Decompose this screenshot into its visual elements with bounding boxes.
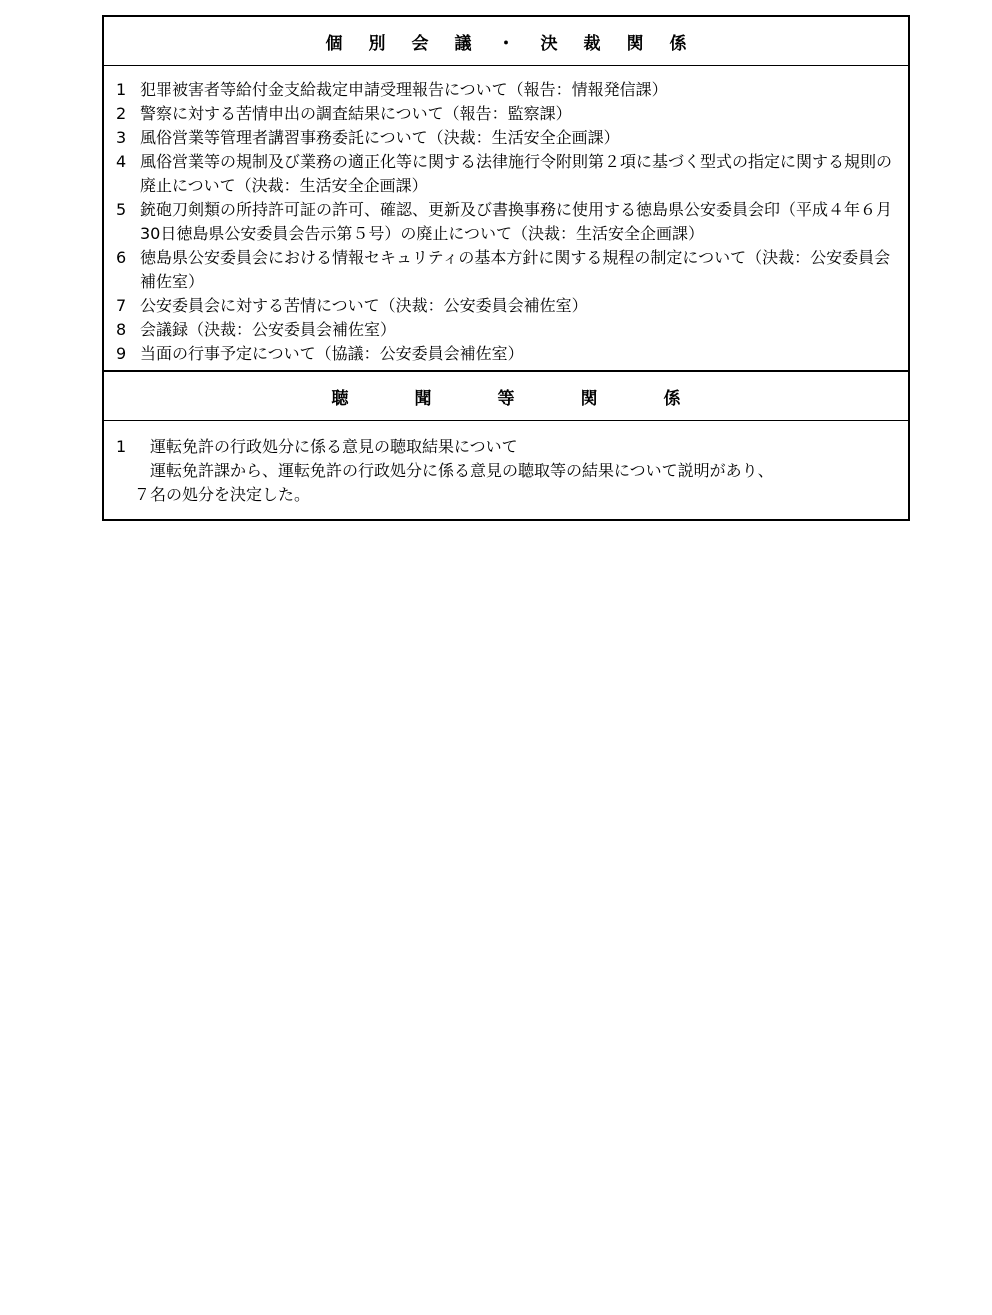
- section-body-hearings: [104, 421, 908, 519]
- item-number: 6: [116, 248, 127, 267]
- list-item: [116, 318, 900, 342]
- item-number: 1: [116, 437, 127, 456]
- header-char: 係: [669, 33, 687, 54]
- item-number: 9: [116, 344, 127, 363]
- item-description-continued: ７名の処分を決定した。: [134, 485, 311, 504]
- item-number: 2: [116, 104, 127, 123]
- item-number: 8: [116, 320, 127, 339]
- document-table: [102, 15, 910, 521]
- item-text: 会議録（決裁：公安委員会補佐室）: [140, 320, 397, 339]
- header-char: 聞: [414, 388, 432, 409]
- list-item: [116, 150, 900, 198]
- header-char: 係: [663, 388, 681, 409]
- header-char: ・: [497, 33, 515, 54]
- list-item: [116, 198, 900, 246]
- header-char: 関: [580, 388, 598, 409]
- item-text: 銃砲刀剣類の所持許可証の許可、確認、更新及び書換事務に使用する徳島県公安委員会印（平成４年６月30日徳島県公安委員会告示第５号）の廃止について（決裁：生活安全企画課）: [140, 200, 893, 243]
- list-item: [116, 435, 900, 459]
- header-char: 等: [497, 388, 515, 409]
- list-item: [116, 342, 900, 366]
- list-item: [116, 246, 900, 294]
- item-text: 風俗営業等管理者講習事務委託について（決裁：生活安全企画課）: [140, 128, 620, 147]
- header-char: 議: [454, 33, 472, 54]
- list-item: [116, 294, 900, 318]
- header-char: 別: [368, 33, 386, 54]
- item-number: 7: [116, 296, 127, 315]
- list-item: [116, 78, 900, 102]
- item-text: 犯罪被害者等給付金支給裁定申請受理報告について（報告：情報発信課）: [140, 80, 668, 99]
- list-item: [116, 126, 900, 150]
- section-header-individual-decisions: [104, 17, 908, 66]
- item-text: 公安委員会に対する苦情について（決裁：公安委員会補佐室）: [140, 296, 588, 315]
- item-number: 3: [116, 128, 127, 147]
- header-char: 裁: [583, 33, 601, 54]
- item-number: 1: [116, 80, 127, 99]
- list-item: [116, 102, 900, 126]
- item-number: 5: [116, 200, 127, 219]
- section-header-hearings: [104, 372, 908, 421]
- item-text: 警察に対する苦情申出の調査結果について（報告：監察課）: [140, 104, 572, 123]
- item-text: 風俗営業等の規制及び業務の適正化等に関する法律施行令附則第２項に基づく型式の指定に関する規則の廃止について（決裁：生活安全企画課）: [140, 152, 893, 195]
- header-char: 決: [540, 33, 558, 54]
- item-number: 4: [116, 152, 127, 171]
- item-text: 当面の行事予定について（協議：公安委員会補佐室）: [140, 344, 524, 363]
- item-title: 運転免許の行政処分に係る意見の聴取結果について: [150, 437, 518, 456]
- header-char: 聴: [331, 388, 349, 409]
- section-body-individual-decisions: [104, 66, 908, 372]
- item-description: 運転免許課から、運転免許の行政処分に係る意見の聴取等の結果について説明があり、: [150, 461, 774, 480]
- header-char: 個: [325, 33, 343, 54]
- header-char: 会: [411, 33, 429, 54]
- item-text: 徳島県公安委員会における情報セキュリティの基本方針に関する規程の制定について（決裁：公安委員会補佐室）: [140, 248, 891, 291]
- header-char: 関: [626, 33, 644, 54]
